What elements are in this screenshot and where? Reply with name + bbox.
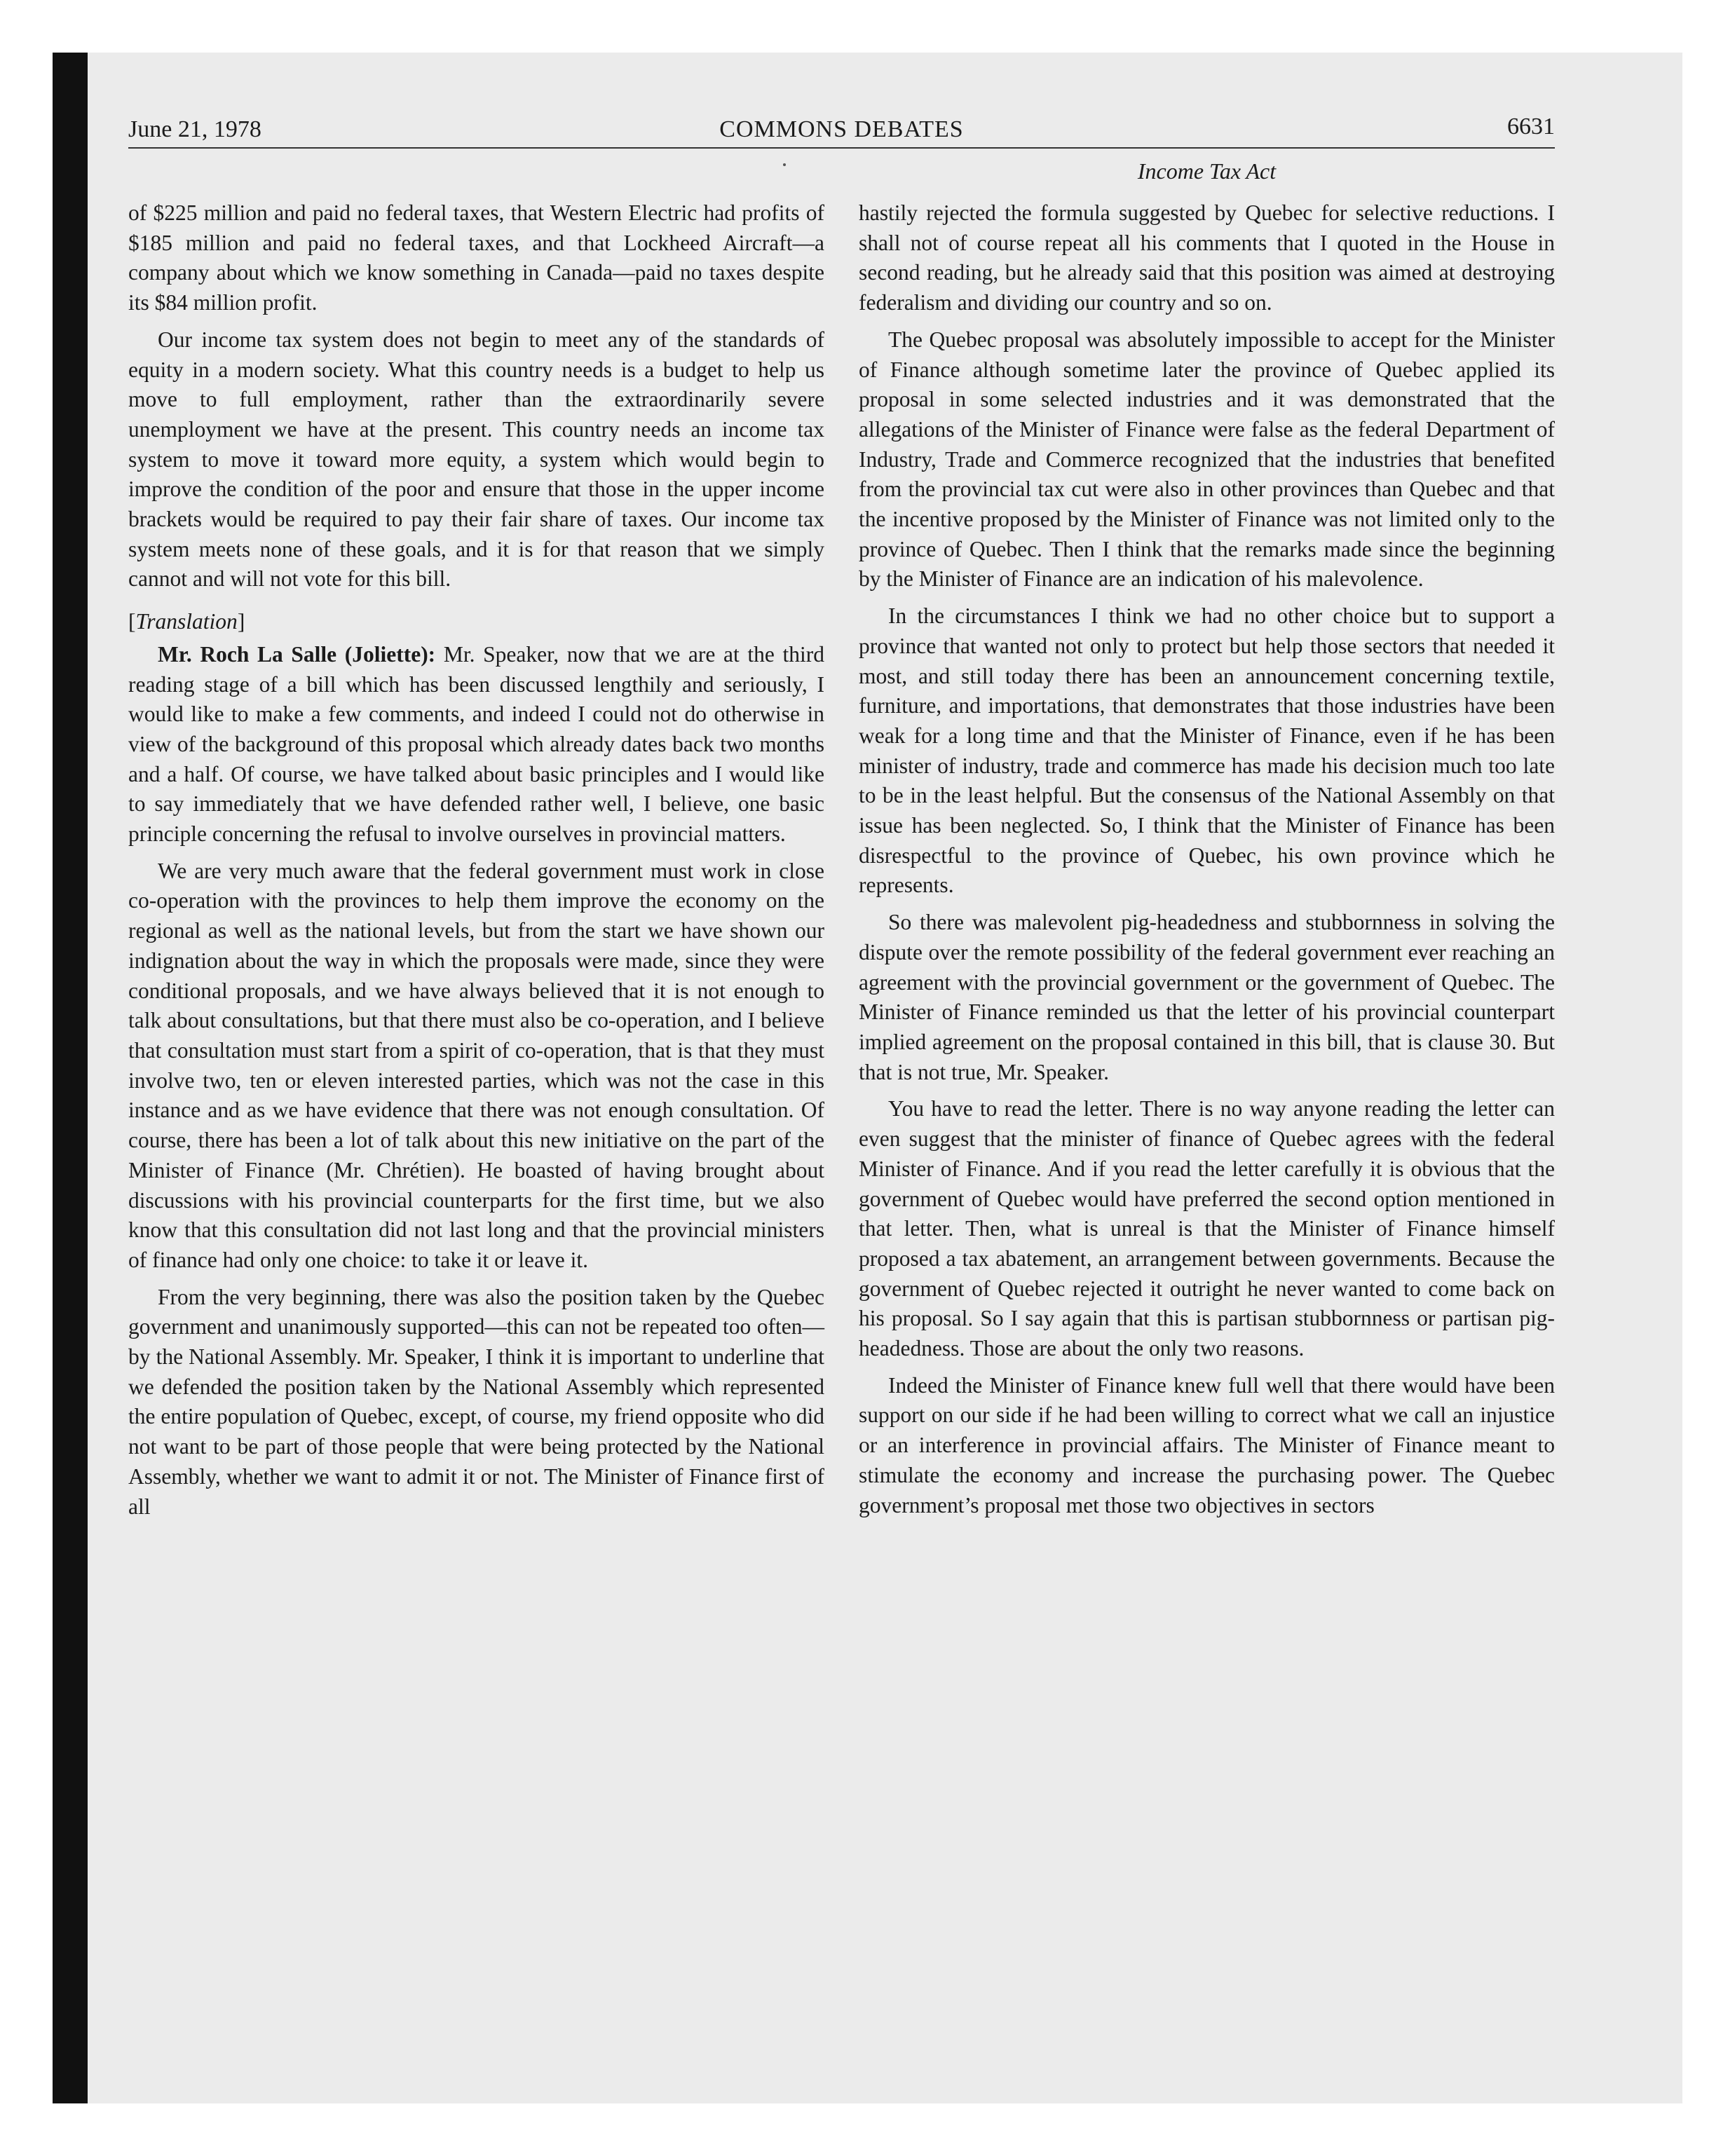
paragraph: hastily rejected the formula suggested by Quebec for selective reductions. I shall not of course repeat all his comments that I quoted in the House in second reading, but he already said that this position was aimed at destroying federalism and dividing our country and so on. (859, 200, 1555, 315)
right-column (859, 198, 1555, 1527)
scan-edge-shadow (53, 53, 88, 2103)
paragraph: The Quebec proposal was absolutely impossible to accept for the Minister of Finance although sometime later the province of Quebec applied its proposal in some selected industries and it was demonstrated that the allegations of the Minister of Finance were false as the federal Department of Industry, Trade and Commerce recognized that the industries that benefited from the provincial tax cut were also in other provinces than Quebec and that the incentive proposed by the Minister of Finance was not limited only to the province of Quebec. Then I think that the remarks made since the beginning by the Minister of Finance are an indication of his malevolence. (859, 327, 1555, 592)
header-date: June 21, 1978 (128, 116, 261, 142)
translation-label-text: Translation (135, 609, 238, 634)
translation-label: [Translation] (128, 609, 245, 634)
paragraph: Indeed the Minister of Finance knew full well that there would have been support on our side if he had been willing to correct what we call an injustice or an interference in provincial affairs. The Minister of Finance meant to stimulate the economy and increase the purchasing power. The Quebec government’s proposal met those two objectives in sectors (859, 1372, 1555, 1517)
paragraph: Our income tax system does not begin to meet any of the standards of equity in a modern society. What this country needs is a budget to help us move to full employment, rather than the extraordinarily severe unemployment we have at the present. This country needs an income tax system to move it toward more equity, a system which would begin to improve the condition of the poor and ensure that those in the upper income brackets would be required to pay their fair share of taxes. Our income tax system meets none of these goals, and it is for that reason that we simply cannot and will not vote for this bill. (128, 327, 824, 592)
paragraph: of $225 million and paid no federal taxes, that Western Electric had profits of $185 million and paid no federal taxes, and that Lockheed Aircraft—a company about which we know something in Canada—paid no taxes despite its $84 million profit. (128, 200, 824, 315)
paragraph: In the circumstances I think we had no other choice but to support a province that wanted not only to protect but help those sectors that needed it most, and still today there has been an announcement concerning textile, furniture, and importations, that demonstrates that those industries have been weak for a long time and that the Minister of Finance, even if he has been minister of industry, trade and commerce has made his decision much too late to be in the least helpful. But the consensus of the National Assembly on that issue has been neglected. So, I think that the Minister of Finance has been disrespectful to the province of Quebec, his own province which he represents. (859, 603, 1555, 898)
paragraph: So there was malevolent pig-headedness and stubbornness in solving the dispute over the remote possibility of the federal government ever reaching an agreement with the provincial government or the government of Quebec. The Minister of Finance reminded us that the letter of his provincial counterpart implied agreement on the proposal contained in this bill, that is clause 30. But that is not true, Mr. Speaker. (859, 910, 1555, 1084)
print-speck (783, 163, 786, 166)
header-rule (128, 147, 1555, 149)
header-publication: COMMONS DEBATES (719, 116, 964, 142)
speech-paragraph (128, 640, 824, 850)
paragraph: You have to read the letter. There is no way anyone reading the letter can even suggest that the minister of finance of Quebec agrees with the federal Minister of Finance. And if you read the letter carefully it is obvious that the government of Quebec would have preferred the second option mentioned in that letter. Then, what is unreal is that the Minister of Finance himself proposed a tax abatement, an arrangement between governments. Because the government of Quebec rejected it outright he never wanted to come back on his proposal. So I say again that this is partisan stubbornness or partisan pig-headedness. Those are about the only two reasons. (859, 1096, 1555, 1361)
page-header (128, 104, 1555, 146)
header-page-number: 6631 (1507, 114, 1555, 139)
speech-text: Mr. Speaker, now that we are at the third reading stage of a bill which has been discussed lengthily and seriously, I would like to make a few comments, and indeed I could not do otherwise in view of the background of this proposal which already dates back two months and a half. Of course, we have talked about basic principles and I would like to say immediately that we have defended rather well, I believe, one basic principle concerning the refusal to involve ourselves in provincial matters. (128, 641, 825, 847)
paragraph: We are very much aware that the federal government must work in close co-operation with the provinces to help them improve the economy on the regional as well as the national levels, but from the start we have shown our indignation about the way in which the proposals were made, since they were conditional proposals, and we have always believed that it is not enough to talk about consultations, but that there must also be co-operation, and I believe that consultation must start from a spirit of co-operation, that is that they must involve two, ten or eleven interested parties, which was not the case in this instance and as we have evidence that there was not enough consultation. Of course, there has been a lot of talk about this new initiative on the part of the Minister of Finance (Mr. Chrétien). He boasted of having brought about discussions with his provincial counterparts for the first time, but we also know that this consultation did not last long and that the provincial ministers of finance had only one choice: to take it or leave it. (128, 858, 824, 1272)
speaker-name: Mr. Roch La Salle (Joliette): (158, 641, 436, 667)
paragraph: From the very beginning, there was also the position taken by the Quebec government and unanimously supported—this can not be repeated too often—by the National Assembly. Mr. Speaker, I think it is important to underline that we defended the position taken by the National Assembly which represented the entire population of Quebec, except, of course, my friend opposite who did not want to be part of those people that were being protected by the National Assembly, whether we want to admit it or not. The Minister of Finance first of all (128, 1284, 824, 1519)
left-column (128, 198, 824, 1529)
section-title: Income Tax Act (1137, 158, 1277, 184)
